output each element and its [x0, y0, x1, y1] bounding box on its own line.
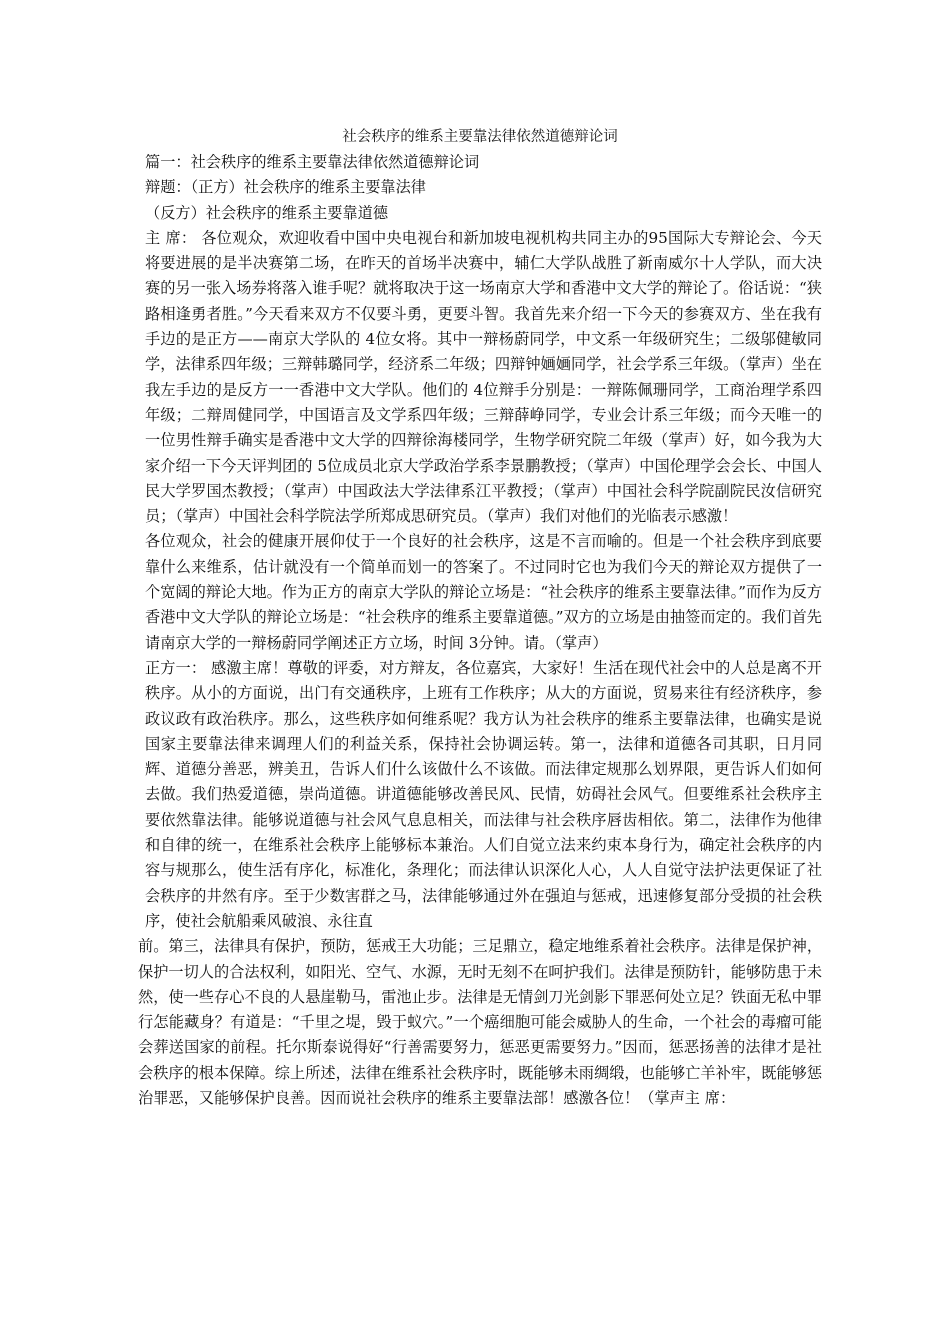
document-page	[138, 124, 822, 1111]
paragraph-chair-intro: 主 席： 各位观众，欢迎收看中国中央电视台和新加坡电视机构共同主办的95国际大专辩论会、今天将要进展的是半决赛第二场，在昨天的首场半决赛中，辅仁大学队战胜了新南威尔十人学队，而大决赛的另一张入场券将落入谁手呢？就将取决于这一场南京大学和香港中文大学的辩论了。俗话说：“狭路相逢勇者胜。”今天看来双方不仅要斗勇，更要斗智。我首先来介绍一下今天的参赛双方、坐在我有手边的是正方——南京大学队的 4位女将。其中一辩杨蔚同学，中文系一年级研究生；二级邬健敏同学，法律系四年级；三辩韩璐同学，经济系二年级；四辩钟婳婳同学，社会学系三年级。（掌声）坐在我左手边的是反方一一香港中文大学队。他们的 4位辩手分别是：一辩陈佩珊同学，工商治理学系四年级；二辩周健同学，中国语言及文学系四年级；三辩薛峥同学，专业会计系三年级；而今天唯一的一位男性辩手确实是香港中文大学的四辩徐海楼同学，生物学研究院二年级（掌声）好，如今我为大家介绍一下今天评判团的 5位成员北京大学政治学系李景鹏教授；（掌声）中国伦理学会会长、中国人民大学罗国杰教授；（掌声）中国政法大学法律系江平教授；（掌声）中国社会科学院副院民汝信研究员；（掌声）中国社会科学院法学所郑成思研究员。（掌声）我们对他们的光临表示感激！	[145, 228, 822, 526]
paragraph-section-heading: 篇一：社会秩序的维系主要靠法律依然道德辩论词	[145, 153, 480, 171]
paragraph-chair-topic: 各位观众，社会的健康开展仰仗于一个良好的社会秩序，这是不言而喻的。但是一个社会秩序到底要靠什么来维系，估计就没有一个简单而划一的答案了。不过同时它也为我们今天的辩论双方提供了一个宽阔的辩论大地。作为正方的南京大学队的辩论立场是：“社会秩序的维系主要靠法律。”而作为反方香港中文大学队的辩论立场是：“社会秩序的维系主要靠道德。”双方的立场是由抽签而定的。我们首先请南京大学的一辩杨蔚同学阐述正方立场，时间 3分钟。请。（掌声）	[145, 532, 822, 652]
paragraph-affirmative-first: 正方一： 感激主席！尊敬的评委，对方辩友，各位嘉宾，大家好！生活在现代社会中的人总是离不开秩序。从小的方面说，出门有交通秩序，上班有工作秩序；从大的方面说，贸易来往有经济秩序，参政议政有政治秩序。那么，这些秩序如何维系呢？我方认为社会秩序的维系主要靠法律，也确实是说国家主要靠法律来调理人们的利益关系，保持社会协调运转。第一，法律和道德各司其职，日月同辉、道德分善恶，辨美丑，告诉人们什么该做什么不该做。而法律定规那么划界限，更告诉人们如何去做。我们热爱道德，崇尚道德。讲道德能够改善民风、民情，妨碍社会风气。但要维系社会秩序主要依然靠法律。能够说道德与社会风气息息相关，而法律与社会秩序唇齿相依。第二，法律作为他律和自律的统一，在维系社会秩序上能够标本兼治。人们自觉立法来约束本身行为，确定社会秩序的内容与规那么，使生活有序化，标准化，条理化；而法律认识深化人心，人人自觉守法护法更保证了社会秩序的井然有序。至于少数害群之马，法律能够通过外在强迫与惩戒，迅速修复部分受损的社会秩序，使社会航船乘风破浪、永往直	[145, 658, 822, 930]
paragraph-topic-affirmative: 辩题：（正方）社会秩序的维系主要靠法律	[145, 178, 426, 197]
paragraph-affirmative-continued: 前。第三，法律具有保护，预防，惩戒王大功能；三足鼎立，稳定地维系着社会秩序。法律是保护神，保护一切人的合法权利，如阳光、空气、水源，无时无刻不在呵护我们。法律是预防针，能够防患于未然，使一些存心不良的人悬崖勒马，雷池止步。法律是无情剑刀光剑影下罪恶何处立足？铁面无私中罪行怎能藏身？有道是：“千里之堤，毁于蚁穴。”一个癌细胞可能会威胁人的生命，一个社会的毒瘤可能会葬送国家的前程。托尔斯泰说得好“行善需要努力，惩恶更需要努力。”因而，惩恶扬善的法律才是社会秩序的根本保障。综上所述，法律在维系社会秩序时，既能够未雨绸缎，也能够亡羊补牢，既能够惩治罪恶，又能够保护良善。因而说社会秩序的维系主要靠法部！感激各位！（掌声主 席：	[138, 937, 822, 1107]
document-title: 社会秩序的维系主要靠法律依然道德辩论词	[342, 129, 618, 145]
paragraph-topic-negative: （反方）社会秩序的维系主要靠道德	[145, 203, 388, 222]
